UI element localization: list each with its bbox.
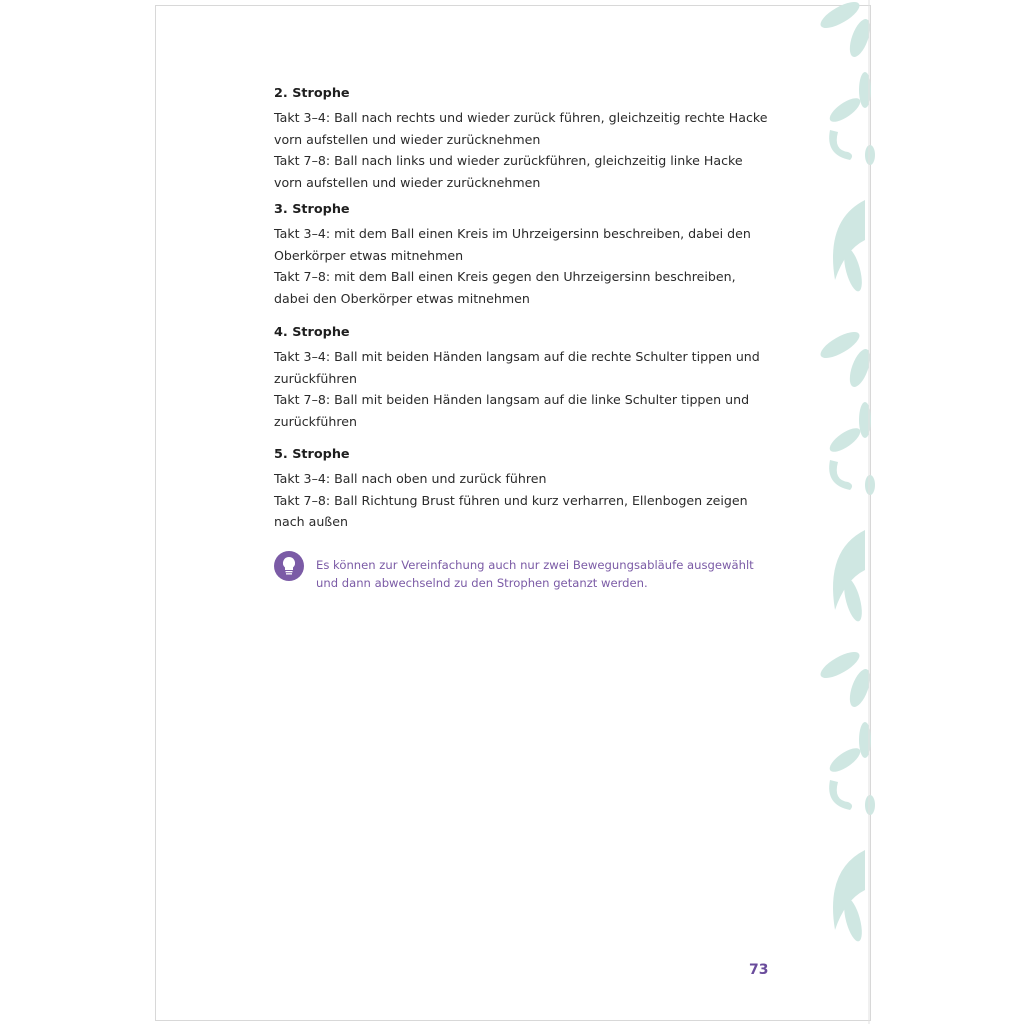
section-heading: 3. Strophe: [274, 202, 350, 217]
section-heading: 4. Strophe: [274, 325, 350, 340]
lightbulb-icon: [274, 551, 304, 581]
section-strophe-2: [274, 85, 774, 193]
section-line: Takt 3–4: Ball mit beiden Händen langsam auf die rechte Schulter tippen und zurückführen: [274, 349, 760, 386]
section-strophe-4: [274, 324, 774, 432]
section-line: Takt 3–4: Ball nach oben und zurück führen: [274, 471, 547, 486]
section-line: Takt 3–4: Ball nach rechts und wieder zurück führen, gleichzeitig rechte Hacke vorn aufstellen und wieder zurücknehmen: [274, 110, 768, 147]
section-strophe-5: [274, 446, 774, 533]
page-number: 73: [749, 962, 769, 978]
floral-decoration: [805, 0, 875, 1024]
section-line: Takt 7–8: mit dem Ball einen Kreis gegen den Uhrzeigersinn beschreiben, dabei den Oberkörper etwas mitnehmen: [274, 269, 736, 306]
section-strophe-3: [274, 201, 774, 309]
section-line: Takt 7–8: Ball nach links und wieder zurückführen, gleichzeitig linke Hacke vorn aufstellen und wieder zurücknehmen: [274, 153, 743, 190]
section-heading: 5. Strophe: [274, 447, 350, 462]
section-line: Takt 7–8: Ball Richtung Brust führen und kurz verharren, Ellenbogen zeigen nach außen: [274, 492, 748, 530]
section-line: Takt 3–4: mit dem Ball einen Kreis im Uhrzeigersinn beschreiben, dabei den Oberkörper etwas mitnehmen: [274, 226, 751, 263]
section-line: Takt 7–8: Ball mit beiden Händen langsam auf die linke Schulter tippen und zurückführen: [274, 392, 750, 429]
section-heading: 2. Strophe: [274, 86, 350, 101]
tip-text: Es können zur Vereinfachung auch nur zwei Bewegungsabläufe ausgewählt und dann abwechselnd zu den Strophen getanzt werden.: [316, 558, 754, 590]
